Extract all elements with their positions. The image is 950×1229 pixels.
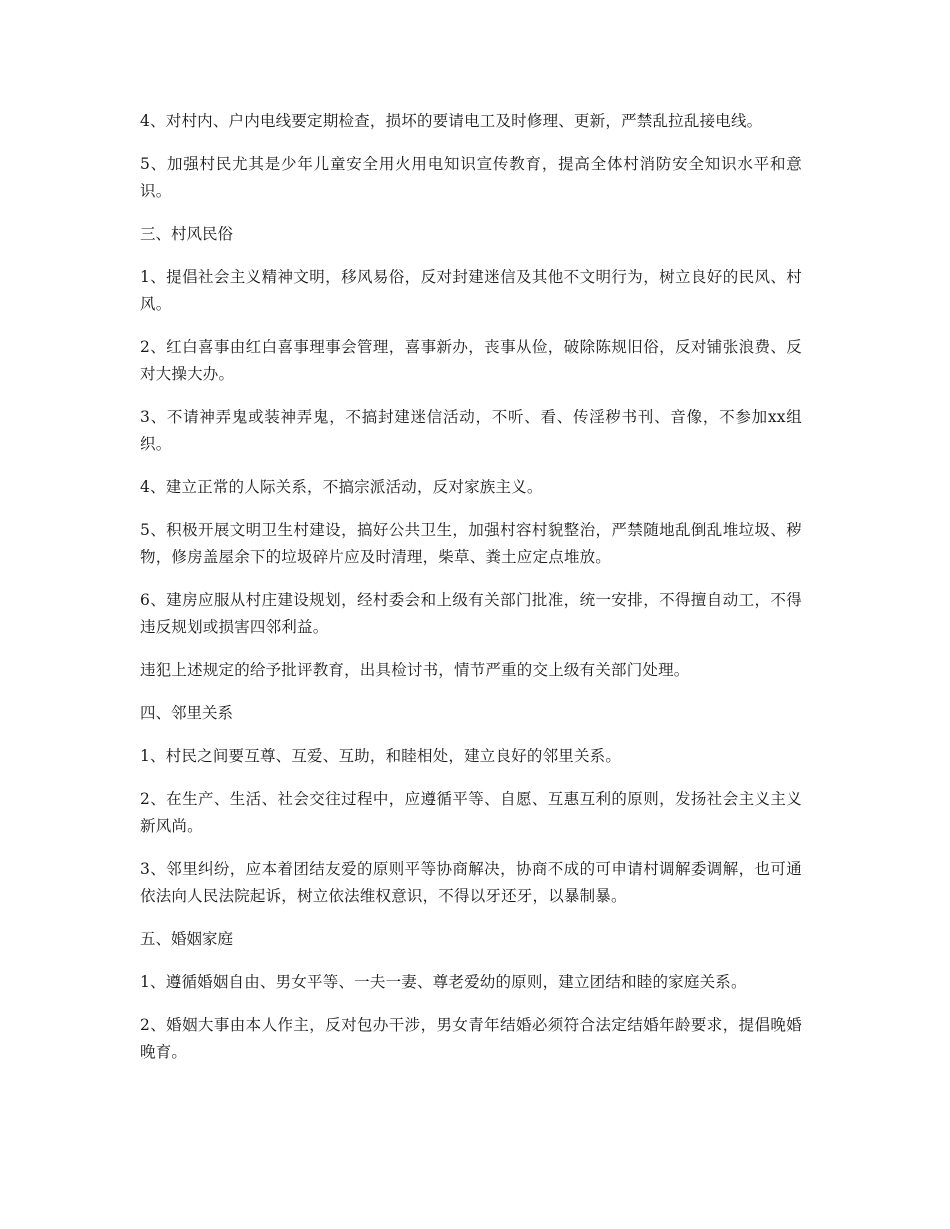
paragraph-relationships: 4、建立正常的人际关系，不搞宗派活动，反对家族主义。: [140, 478, 543, 496]
paragraph-violations: 违犯上述规定的给予批评教育，出具检讨书，情节严重的交上级有关部门处理。: [140, 661, 690, 679]
paragraph-superstition: 3、不请神弄鬼或装神弄鬼，不搞封建迷信活动，不听、看、传淫秽书刊、音像，不参加xx组织。: [140, 408, 802, 453]
paragraph-disputes: 3、邻里纠纷，应本着团结友爱的原则平等协商解决，协商不成的可申请村调解委调解，也可通依法向人民法院起诉，树立依法维权意识，不得以牙还牙，以暴制暴。: [140, 860, 802, 905]
paragraph-civilization: 1、提倡社会主义精神文明，移风易俗，反对封建迷信及其他不文明行为，树立良好的民风、村风。: [140, 268, 802, 313]
section-heading-neighbors: 四、邻里关系: [140, 704, 234, 722]
paragraph-fire-safety-education: 5、加强村民尤其是少年儿童安全用火用电知识宣传教育，提高全体村消防安全知识水平和意识。: [140, 155, 802, 200]
paragraph-mutual-respect: 1、村民之间要互尊、互爱、互助，和睦相处，建立良好的邻里关系。: [140, 747, 622, 765]
paragraph-sanitation: 5、积极开展文明卫生村建设，搞好公共卫生，加强村容村貌整治，严禁随地乱倒乱堆垃圾、秽物，修房盖屋余下的垃圾碎片应及时清理，柴草、粪土应定点堆放。: [140, 521, 802, 566]
section-heading-marriage: 五、婚姻家庭: [140, 930, 234, 948]
paragraph-housing-planning: 6、建房应服从村庄建设规划，经村委会和上级有关部门批准，统一安排，不得擅自动工，不得违反规划或损害四邻利益。: [140, 591, 802, 636]
section-heading-customs: 三、村风民俗: [140, 225, 234, 243]
paragraph-family-principles: 1、遵循婚姻自由、男女平等、一夫一妻、尊老爱幼的原则，建立团结和睦的家庭关系。: [140, 973, 747, 991]
paragraph-weddings-funerals: 2、红白喜事由红白喜事理事会管理，喜事新办，丧事从俭，破除陈规旧俗，反对铺张浪费、反对大操大办。: [140, 338, 802, 383]
paragraph-marriage-age: 2、婚姻大事由本人作主，反对包办干涉，男女青年结婚必须符合法定结婚年龄要求，提倡晚婚晚育。: [140, 1016, 802, 1061]
paragraph-social-principles: 2、在生产、生活、社会交往过程中，应遵循平等、自愿、互惠互利的原则，发扬社会主义主义新风尚。: [140, 790, 802, 835]
paragraph-wiring-inspection: 4、对村内、户内电线要定期检查，损坏的要请电工及时修理、更新，严禁乱拉乱接电线。: [140, 112, 763, 130]
document-page: [140, 108, 802, 1082]
